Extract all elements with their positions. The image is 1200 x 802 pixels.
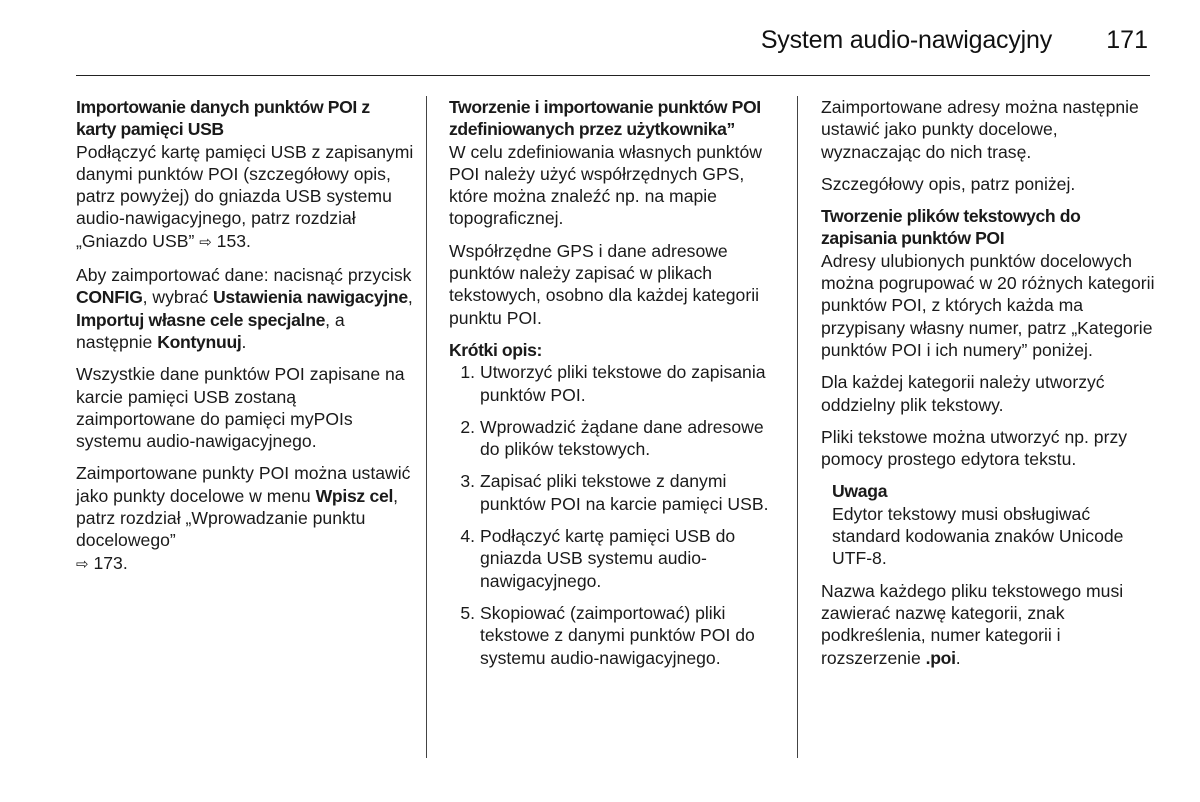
paragraph-imported-addresses: Zaimportowane adresy można następnie ustawić jako punkty docelowe, wyznaczając do nich trasę. bbox=[821, 97, 1139, 162]
note-text: Edytor tekstowy musi obsługiwać standard kodowania znaków Unicode UTF-8. bbox=[832, 503, 1124, 569]
step-text: Skopiować (zaimportować) pliki tekstowe z danymi punktów POI do systemu audio-nawigacyjnego. bbox=[480, 602, 755, 668]
list-item bbox=[449, 416, 787, 461]
menu-term-import-pois: Importuj własne cele specjalne bbox=[76, 309, 326, 330]
paragraph-gps-coordinates: W celu zdefiniowania własnych punktów POI należy użyć współrzędnych GPS, które można znaleźć np. na mapie topograficznej. bbox=[449, 141, 762, 229]
step-number: 2. bbox=[460, 416, 475, 437]
paragraph-text: Podłączyć kartę pamięci USB z zapisanymi danymi punktów POI (szczegółowy opis, patrz powyżej) do gniazda USB systemu audio-nawigacyjnego, patrz rozdział „Gniazdo USB” bbox=[76, 141, 414, 251]
menu-term-config: CONFIG bbox=[76, 287, 143, 308]
note-box bbox=[832, 480, 1155, 569]
step-number: 4. bbox=[460, 526, 475, 547]
step-text: Zapisać pliki tekstowe z danymi punktów POI na karcie pamięci USB. bbox=[480, 471, 769, 514]
paragraph-connect-usb bbox=[76, 141, 414, 254]
short-description-label: Krótki opis: bbox=[449, 339, 542, 360]
step-number: 1. bbox=[460, 362, 475, 383]
list-item bbox=[449, 602, 787, 669]
column-divider-1 bbox=[426, 96, 427, 758]
paragraph-file-naming bbox=[821, 580, 1155, 669]
column-1 bbox=[76, 96, 414, 586]
paragraph-categories: Adresy ulubionych punktów docelowych można pogrupować w 20 różnych kategorii punktów POI, z których każda ma przypisany własny numer, patrz „Kategorie punktów POI i ich numery” poniżej. bbox=[821, 250, 1155, 360]
section-heading-user-pois: Tworzenie i importowanie punktów POI zdefiniowanych przez użytkownika” bbox=[449, 97, 761, 140]
step-text: Wprowadzić żądane dane adresowe do plików tekstowych. bbox=[480, 416, 764, 460]
header-divider bbox=[76, 75, 1150, 76]
paragraph-text: Nazwa każdego pliku tekstowego musi zawierać nazwę kategorii, znak podkreślenia, numer kategorii i rozszerzenie bbox=[821, 580, 1124, 668]
paragraph-set-destination bbox=[76, 462, 414, 575]
column-3 bbox=[821, 96, 1155, 679]
page-number: 171 bbox=[1106, 26, 1148, 54]
step-number: 3. bbox=[460, 471, 475, 492]
section-heading-create-text-files: Tworzenie plików tekstowych do zapisania punktów POI bbox=[821, 206, 1081, 249]
paragraph-separate-file: Dla każdej kategorii należy utworzyć oddzielny plik tekstowy. bbox=[821, 372, 1105, 415]
step-number: 5. bbox=[460, 602, 475, 623]
step-text: Podłączyć kartę pamięci USB do gniazda USB systemu audio-nawigacyjnego. bbox=[480, 526, 736, 591]
paragraph-all-pois-imported: Wszystkie dane punktów POI zapisane na karcie pamięci USB zostaną zaimportowane do pamięci myPOIs systemu audio-nawigacyjnego. bbox=[76, 364, 405, 452]
column-2 bbox=[449, 96, 787, 679]
page-reference-arrow-icon: ⇨ bbox=[199, 233, 212, 251]
paragraph-text: , bbox=[407, 287, 413, 308]
column-divider-2 bbox=[797, 96, 798, 758]
paragraph-text: . bbox=[241, 331, 247, 352]
paragraph-details-below: Szczegółowy opis, patrz poniżej. bbox=[821, 173, 1076, 194]
section-heading-usb-import: Importowanie danych punktów POI z karty pamięci USB bbox=[76, 97, 370, 140]
list-item bbox=[449, 470, 787, 515]
menu-term-navigation-settings: Ustawienia nawigacyjne bbox=[213, 287, 408, 308]
paragraph-text: . bbox=[955, 647, 961, 668]
note-title: Uwaga bbox=[832, 481, 888, 502]
list-item bbox=[449, 361, 787, 406]
paragraph-text: , patrz rozdział „Wprowadzanie punktu docelowego” bbox=[76, 485, 398, 551]
steps-list bbox=[449, 361, 787, 669]
step-text: Utworzyć pliki tekstowe do zapisania punktów POI. bbox=[480, 362, 766, 405]
running-header-title: System audio-nawigacyjny bbox=[760, 26, 1052, 54]
page-reference: 153. bbox=[216, 230, 251, 251]
paragraph-import-steps bbox=[76, 264, 414, 353]
paragraph-text: Zaimportowane punkty POI można ustawić jako punkty docelowe w menu bbox=[76, 463, 411, 506]
paragraph-text: , wybrać bbox=[142, 287, 214, 308]
menu-term-enter-destination: Wpisz cel bbox=[315, 485, 394, 506]
paragraph-text: , a następnie bbox=[76, 309, 345, 352]
list-item bbox=[449, 525, 787, 592]
file-extension: .poi bbox=[925, 647, 956, 668]
page-reference-arrow-icon: ⇨ bbox=[76, 555, 89, 573]
menu-term-continue: Kontynuuj bbox=[157, 331, 242, 352]
paragraph-text-editor: Pliki tekstowe można utworzyć np. przy pomocy prostego edytora tekstu. bbox=[821, 426, 1128, 470]
paragraph-text: Aby zaimportować dane: nacisnąć przycisk bbox=[76, 265, 412, 286]
page-reference: 173. bbox=[93, 552, 128, 573]
paragraph-text-files: Współrzędne GPS i dane adresowe punktów należy zapisać w plikach tekstowych, osobno dla każdej kategorii punktu POI. bbox=[449, 240, 760, 328]
